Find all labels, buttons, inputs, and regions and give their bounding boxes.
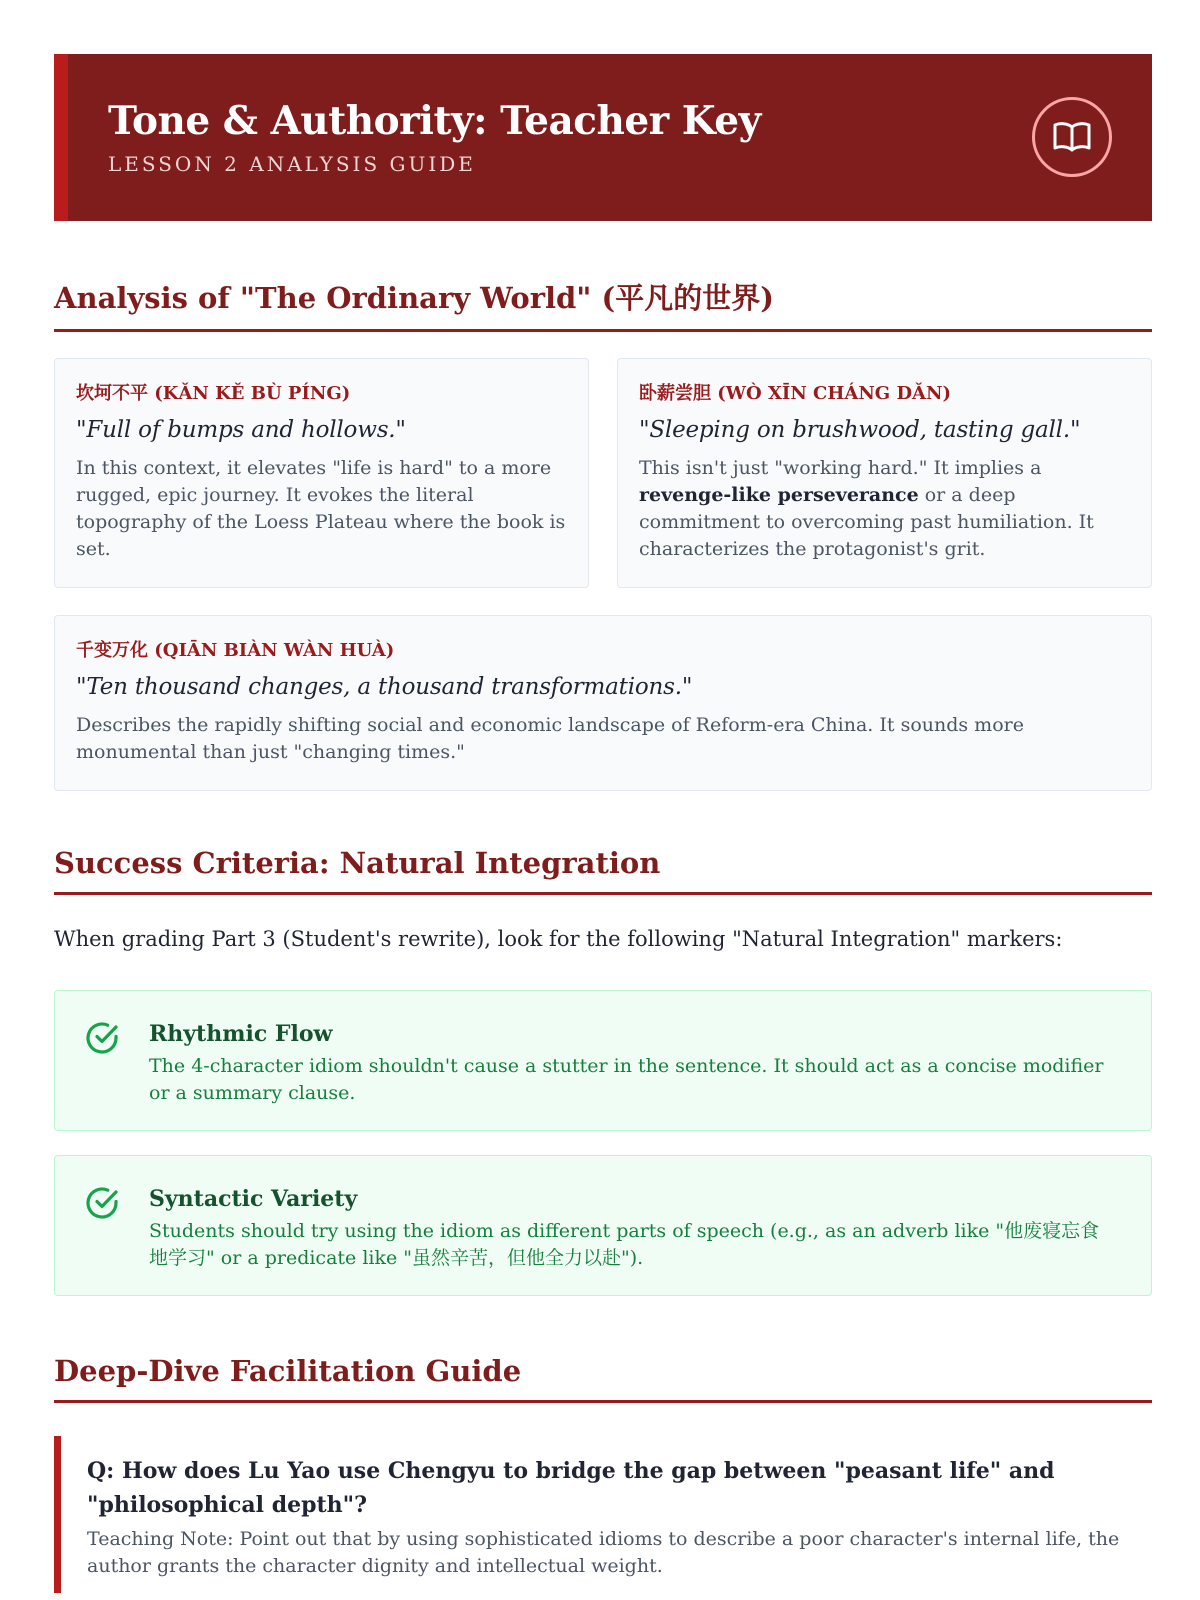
idiom-term: 坎坷不平 (KǍN KĚ BÙ PÍNG): [76, 383, 351, 404]
description-text: or a deep commitment to overcoming past humiliation. It characterizes the protagonist's grit.: [639, 484, 1094, 560]
description-emphasis: revenge-like perseverance: [639, 484, 919, 506]
idiom-description: [639, 455, 1131, 563]
header-banner: [54, 54, 1152, 221]
facilitation-question: Q: How does Lu Yao use Chengyu to bridge the gap between "peasant life" and "philosophical depth"?: [87, 1458, 1055, 1518]
description-text: This isn't just "working hard." It implies a: [639, 457, 1042, 479]
criteria-title: Rhythmic Flow: [149, 1021, 333, 1047]
criteria-box: [54, 1155, 1152, 1296]
criteria-box: [54, 990, 1152, 1131]
check-circle-icon: [83, 1184, 121, 1222]
criteria-title: Syntactic Variety: [149, 1186, 358, 1212]
analysis-heading: Analysis of "The Ordinary World" (平凡的世界): [54, 276, 1152, 332]
idiom-translation: "Full of bumps and hollows.": [76, 417, 406, 443]
idiom-card: [54, 358, 589, 588]
open-book-icon-graphic: [1052, 120, 1092, 154]
facilitation-heading: Deep-Dive Facilitation Guide: [54, 1354, 1152, 1403]
idiom-card: [54, 615, 1152, 791]
success-heading: Success Criteria: Natural Integration: [54, 846, 1152, 895]
idiom-description: In this context, it elevates "life is hard" to a more rugged, epic journey. It evokes the literal topography of the Loess Plateau where the book is set.: [76, 457, 566, 560]
facilitation-question-block: [54, 1436, 1152, 1593]
idiom-description: Describes the rapidly shifting social and economic landscape of Reform-era China. It sounds more monumental than just "changing times.": [76, 714, 1024, 763]
success-intro: When grading Part 3 (Student's rewrite), look for the following "Natural Integration" markers:: [54, 927, 1063, 951]
open-book-icon: [1032, 97, 1112, 177]
check-circle-icon: [83, 1019, 121, 1057]
criteria-description: Students should try using the idiom as different parts of speech (e.g., as an adverb like "他废寝忘食地学习" or a predicate like "虽然辛苦，但他全力以赴").: [149, 1220, 1100, 1269]
idiom-translation: "Sleeping on brushwood, tasting gall.": [639, 417, 1081, 443]
criteria-description: The 4-character idiom shouldn't cause a stutter in the sentence. It should act as a concise modifier or a summary clause.: [149, 1055, 1104, 1104]
idiom-translation: "Ten thousand changes, a thousand transformations.": [76, 674, 693, 700]
page-subtitle: LESSON 2 ANALYSIS GUIDE: [108, 152, 476, 176]
idiom-term: 卧薪尝胆 (WÒ XĪN CHÁNG DǍN): [639, 383, 951, 404]
teaching-note: Teaching Note: Point out that by using sophisticated idioms to describe a poor character's internal life, the author grants the character dignity and intellectual weight.: [87, 1528, 1120, 1577]
idiom-card: [617, 358, 1152, 588]
idiom-term: 千变万化 (QIĀN BIÀN WÀN HUÀ): [76, 640, 395, 661]
page-title: Tone & Authority: Teacher Key: [108, 98, 761, 144]
